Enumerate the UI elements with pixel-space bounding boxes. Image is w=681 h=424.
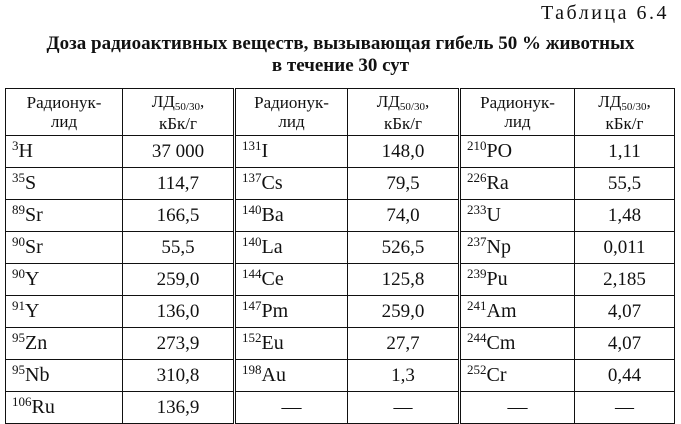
nuclide-cell <box>6 264 123 296</box>
element-symbol: Pu <box>486 268 508 290</box>
dose-table <box>5 88 675 424</box>
mass-number: 237 <box>467 234 487 249</box>
mass-number: 90 <box>12 266 25 281</box>
header-dose: ЛД50/30, кБк/г <box>123 89 235 136</box>
element-symbol: Ru <box>31 396 55 418</box>
mass-number: 198 <box>242 362 262 377</box>
element-symbol: Cr <box>486 364 507 386</box>
nuclide-cell <box>460 232 575 264</box>
nuclide-cell <box>6 136 123 168</box>
element-symbol: Sr <box>25 236 43 258</box>
element-symbol: Nb <box>25 364 50 386</box>
dose-value: 37 000 <box>123 136 235 168</box>
table-row <box>6 232 675 264</box>
table-row <box>6 360 675 392</box>
table-header <box>6 89 675 136</box>
element-symbol: Cs <box>261 172 283 194</box>
element-symbol: S <box>25 172 37 194</box>
nuclide-cell <box>460 296 575 328</box>
nuclide-cell <box>460 392 575 424</box>
dose-value: 4,07 <box>575 328 675 360</box>
element-symbol: Ce <box>261 268 284 290</box>
mass-number: 239 <box>467 266 487 281</box>
mass-number: 210 <box>467 138 487 153</box>
header-nuclide: Радионук- лид <box>460 89 575 136</box>
element-symbol: La <box>261 236 283 258</box>
header-row <box>6 89 675 136</box>
dose-value: — <box>348 392 460 424</box>
nuclide-cell <box>235 136 348 168</box>
nuclide-cell <box>6 232 123 264</box>
caption-line-2: в течение 30 сут <box>271 55 410 76</box>
nuclide-cell <box>235 264 348 296</box>
nuclide-cell <box>6 200 123 232</box>
mass-number: 95 <box>12 330 25 345</box>
mass-number: 106 <box>12 394 32 409</box>
dose-value: 136,0 <box>123 296 235 328</box>
dose-value: — <box>575 392 675 424</box>
element-symbol: Np <box>486 236 511 258</box>
table-row <box>6 392 675 424</box>
mass-number: 3 <box>12 138 19 153</box>
dose-value: 1,3 <box>348 360 460 392</box>
element-symbol: Eu <box>261 332 284 354</box>
dose-value: 0,011 <box>575 232 675 264</box>
dose-value: 74,0 <box>348 200 460 232</box>
mass-number: 241 <box>467 298 487 313</box>
dose-value: 259,0 <box>123 264 235 296</box>
nuclide-cell <box>235 392 348 424</box>
table-row <box>6 200 675 232</box>
element-symbol: Zn <box>25 332 48 354</box>
dose-value: 259,0 <box>348 296 460 328</box>
mass-number: 152 <box>242 330 262 345</box>
element-symbol: Au <box>261 364 286 386</box>
header-dose: ЛД50/30, кБк/г <box>348 89 460 136</box>
nuclide-cell <box>460 200 575 232</box>
mass-number: 244 <box>467 330 487 345</box>
mass-number: 89 <box>12 202 25 217</box>
nuclide-cell <box>460 168 575 200</box>
element-symbol: PO <box>486 140 513 162</box>
element-symbol: Ra <box>486 172 509 194</box>
mass-number: 90 <box>12 234 25 249</box>
nuclide-cell <box>460 264 575 296</box>
mass-number: 35 <box>12 170 25 185</box>
header-nuclide: Радионук- лид <box>6 89 123 136</box>
dose-value: 4,07 <box>575 296 675 328</box>
nuclide-cell <box>235 200 348 232</box>
element-symbol: — <box>507 396 528 418</box>
element-symbol: I <box>261 140 269 162</box>
element-symbol: Y <box>25 268 40 290</box>
nuclide-cell <box>6 328 123 360</box>
table-row <box>6 168 675 200</box>
dose-value: 0,44 <box>575 360 675 392</box>
element-symbol: H <box>18 140 33 162</box>
element-symbol: Cm <box>486 332 516 354</box>
mass-number: 95 <box>12 362 25 377</box>
dose-value: 125,8 <box>348 264 460 296</box>
table-row <box>6 264 675 296</box>
element-symbol: Sr <box>25 204 43 226</box>
dose-value: 1,48 <box>575 200 675 232</box>
nuclide-cell <box>235 296 348 328</box>
dose-value: 2,185 <box>575 264 675 296</box>
mass-number: 140 <box>242 202 262 217</box>
mass-number: 137 <box>242 170 262 185</box>
mass-number: 226 <box>467 170 487 185</box>
header-dose: ЛД50/30, кБк/г <box>575 89 675 136</box>
table-caption <box>0 33 681 77</box>
nuclide-cell <box>6 392 123 424</box>
dose-value: 136,9 <box>123 392 235 424</box>
element-symbol: Am <box>486 300 517 322</box>
nuclide-cell <box>235 168 348 200</box>
caption-line-1: Доза радиоактивных веществ, вызывающая гибель 50 % животных <box>46 33 635 54</box>
mass-number: 144 <box>242 266 262 281</box>
table-row <box>6 136 675 168</box>
dose-value: 526,5 <box>348 232 460 264</box>
element-symbol: Y <box>25 300 40 322</box>
nuclide-cell <box>460 136 575 168</box>
nuclide-cell <box>6 360 123 392</box>
nuclide-cell <box>6 296 123 328</box>
mass-number: 147 <box>242 298 262 313</box>
mass-number: 91 <box>12 298 25 313</box>
mass-number: 140 <box>242 234 262 249</box>
dose-value: 79,5 <box>348 168 460 200</box>
table-number: Таблица 6.4 <box>540 2 669 24</box>
dose-value: 166,5 <box>123 200 235 232</box>
dose-value: 114,7 <box>123 168 235 200</box>
dose-value: 273,9 <box>123 328 235 360</box>
table-body <box>6 136 675 424</box>
dose-value: 27,7 <box>348 328 460 360</box>
dose-value: 310,8 <box>123 360 235 392</box>
table-row <box>6 328 675 360</box>
nuclide-cell <box>235 328 348 360</box>
mass-number: 233 <box>467 202 487 217</box>
element-symbol: U <box>486 204 501 226</box>
dose-value: 148,0 <box>348 136 460 168</box>
nuclide-cell <box>460 328 575 360</box>
nuclide-cell <box>6 168 123 200</box>
header-nuclide: Радионук- лид <box>235 89 348 136</box>
nuclide-cell <box>235 360 348 392</box>
dose-value: 55,5 <box>123 232 235 264</box>
nuclide-cell <box>235 232 348 264</box>
table-row <box>6 296 675 328</box>
nuclide-cell <box>460 360 575 392</box>
element-symbol: Pm <box>261 300 289 322</box>
element-symbol: Ba <box>261 204 284 226</box>
dose-value: 55,5 <box>575 168 675 200</box>
mass-number: 131 <box>242 138 262 153</box>
dose-value: 1,11 <box>575 136 675 168</box>
mass-number: 252 <box>467 362 487 377</box>
element-symbol: — <box>281 396 302 418</box>
